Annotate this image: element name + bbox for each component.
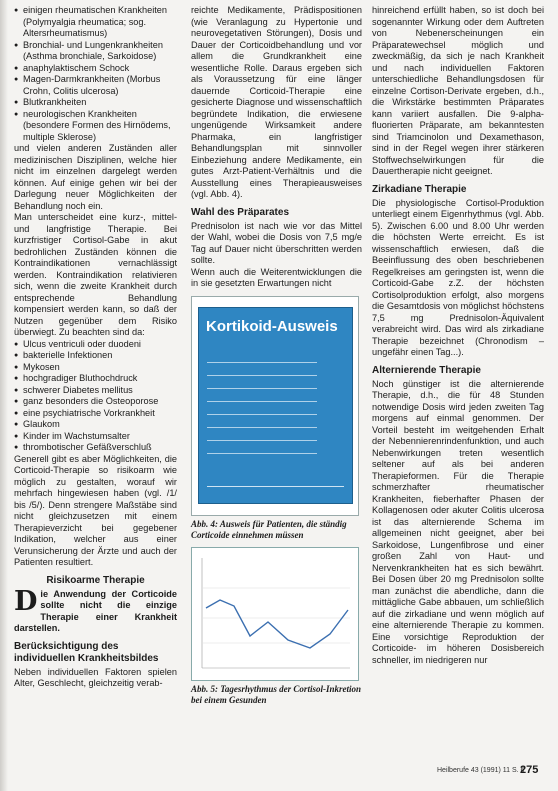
drop-cap: D [14,585,38,617]
indication-list [14,5,177,143]
list-item: ● bakterielle Infektionen [14,350,177,362]
section-heading: Berücksichtigung des individuellen Krankheitsbildes [14,640,159,664]
list-item: ● hochgradiger Bluthochdruck [14,373,177,385]
page-number: 275 [520,764,539,776]
cortisol-rhythm-chart [192,548,358,680]
list-item: ● neurologischen Krankheiten (besondere Formen des Hirnödems, multiple Sklerose) [14,109,177,144]
id-card-image [198,307,353,504]
figure-caption: Abb. 4: Ausweis für Patienten, die ständig Corticoide einnehmen müssen [191,518,347,540]
paragraph: Man unterscheidet eine kurz-, mittel- und langfristige Therapie. Bei kurzfristiger Cortisol-Gabe in akut bedrohlichen Zuständen können die Kontraindikationen vernachlässigt werden. Kontraindikation relativieren sich, wenn die zweite Krankheit durch entsprechende Behandlung kompensiert werden kann, so daß der Nutzen gegenüber dem Risiko überwiegt. Zu beachten sind da: [14,212,177,337]
list-item: ● Glaukom [14,419,177,431]
list-item: ● anaphylaktischem Schock [14,63,177,75]
paragraph: Wenn auch die Weiterentwicklungen die in sie gesetzten Erwartungen nicht [191,266,362,288]
list-item: ● Ulcus ventriculi oder duodeni [14,339,177,351]
section-heading: Risikoarme Therapie [46,574,145,586]
list-item: ● schwerer Diabetes mellitus [14,385,177,397]
card-footer-line [207,486,344,487]
list-item: ● einigen rheumatischen Krankheiten (Polymyalgia rheumatica; sog. Altersrheumatismus) [14,5,177,40]
list-item: ● Mykosen [14,362,177,374]
list-item: ● eine psychiatrische Vorkrankheit [14,408,177,420]
paragraph: hinreichend erfüllt haben, so ist doch bei sogenannter Wirkung oder dem Auftreten von Nebenerscheinungen ein Präparatewechsel möglich und zweckmäßig, da sich je nach Krankheit und nach individuellen Faktoren unterschiedliche Behandlungsdosen für einzelne Cortison-Derivate ergeben, d.h., die Wirkstärke bestimmten Präparates kann variiert ausfallen. Die 9-alpha-fluorierten Präparate, am bekanntesten sind Triamcinolon und Dexamethason, sind in der Regel wegen ihrer stärkeren Stoffwechselwirkungen für die Dauertherapie nicht geeignet. [372,5,544,176]
card-text-lines [207,356,317,460]
contraindication-list [14,339,177,454]
column-1 [14,5,177,690]
figure-caption: Abb. 5: Tagesrhythmus der Cortisol-Inkretion bei einem Gesunden [191,683,361,705]
column-2 [191,5,362,706]
figure-5-curve [191,547,359,681]
paragraph: und vielen anderen Zuständen aller medizinischen Disziplinen, welche hier nicht im einzelnen dargelegt werden können. Auf einige gehen wir bei der Darlegung neuer Möglichkeiten der Behandlung noch ein. [14,143,177,211]
column-3 [372,5,544,666]
paragraph: Die physiologische Cortisol-Produktion unterliegt einem Eigenrhythmus (vgl. Abb. 5). Zwischen 6.00 und 8.00 Uhr werden die höchsten Werte erreicht. Es ist wissenschaftlich erwiesen, daß die Beeinflussung des oben beschriebenen Regelkreises am geringsten ist, wenn die Corticoid-Gabe z.Z. der höchsten Cortisolproduktion erfolgt, also morgens die Gesamtdosis von möglichst höchstens 7,5 mg Prednisolon-Äquivalent verabreicht wird. Das wird als zirkadiane Therapie bezeichnet (Chronodism – ungefähr einen Tag...). [372,197,544,357]
paragraph: reichte Medikamente, Prädispositionen (wie Veranlagung zu Hypertonie und neurovegetativen Störungen), Dosis und Dauer der Corticoidbehandlung und vor allem die Grundkrankheit eine wesentliche Rolle. Daraus ergeben sich als Voraussetzung für eine länger dauernde Corticoid-Therapie eine gesicherte Diagnose und wissenschaftlich begründete Indikation, die erwiesene ungenügende Wirksamkeit andere Pharmaka, ein langfristiger Behandlungsplan mit sinnvoller Einbeziehung andere Medikamente, ein gutes Arzt-Patient-Verhältnis und die Ausstellung eines Therapieausweises (vgl. Abb. 4). [191,5,362,199]
lead-text: ie Anwendung der Corticoide sollte nicht die einzige Therapie einer Krankheit darstellen. [14,588,177,633]
list-item: ● Magen-Darmkrankheiten (Morbus Crohn, Colitis ulcerosa) [14,74,177,97]
paragraph: Prednisolon ist nach wie vor das Mittel der Wahl, wobei die Dosis von 7,5 mg/e Tag auf Dauer nicht überschritten werden sollte. [191,220,362,265]
cortisol-curve [206,600,348,648]
list-item: ● Kinder im Wachstumsalter [14,431,177,443]
paragraph: Neben individuellen Faktoren spielen Alter, Geschlecht, gleichzeitig verab- [14,666,177,688]
page-edge-shadow [0,0,8,791]
paragraph: Generell gibt es aber Möglichkeiten, die Corticoid-Therapie so risikoarm wie möglich zu gestalten, worauf wir mehrfach hingewiesen haben (vgl. /1/ bis /5/). Denn strengere Maßstäbe sind nicht gleichzusetzen mit einem Therapieverzicht bei gegebener Indikation, welcher aus einer Verunsicherung der Ärzte und auch der Patienten resultiert. [14,453,177,567]
list-item: ● ganz besonders die Osteoporose [14,396,177,408]
paragraph: Noch günstiger ist die alternierende Therapie, d.h., die für 48 Stunden notwendige Dosis wird jeden zweiten Tag morgens auf einmal genommen. Der Vorteil besteht im weitgehenden Erhalt der Nebennierenrindenfunktion, und auch Nebenwirkungen treten wesentlich seltener auf als bei anderen Therapieformen. Für die Therapie schmerzhafter rheumatischer Krankheiten, fieberhafter Phasen der Kollagenosen oder akuter Colitis ulcerosa ist das alternierende Schema im allgemeinen nicht geeignet, aber bei Sarkoidose, Lungenfibrose und einer großen Zahl von Haut- und Nervenkrankheiten hat es sich bewährt. Bei Dosen über 20 mg Prednisolon sollte man zunächst die abendliche, dann die mittägliche Gabe abbauen, um schließlich auf die zirkadiane und wenn möglich auf eine alternierende Therapie zu kommen. Eine vorsichtige Reproduktion der Corticoide- im höheren Dosisbereich schneller, im niedrigeren nur [372,378,544,665]
journal-footer: Heilberufe 43 (1991) 11 S. 6 [437,767,525,774]
lead-paragraph [14,585,177,635]
section-heading: Zirkadiane Therapie [372,183,467,195]
list-item: ● Bronchial- und Lungenkrankheiten (Asthma bronchiale, Sarkoidose) [14,40,177,63]
figure-4-id-card [191,296,359,516]
list-item: ● Blutkrankheiten [14,97,177,109]
list-item: ● thrombotischer Gefäßverschluß [14,442,177,454]
section-heading: Alternierende Therapie [372,364,481,376]
card-title: Kortikoid-Ausweis [206,317,338,335]
section-heading: Wahl des Präparates [191,206,290,218]
